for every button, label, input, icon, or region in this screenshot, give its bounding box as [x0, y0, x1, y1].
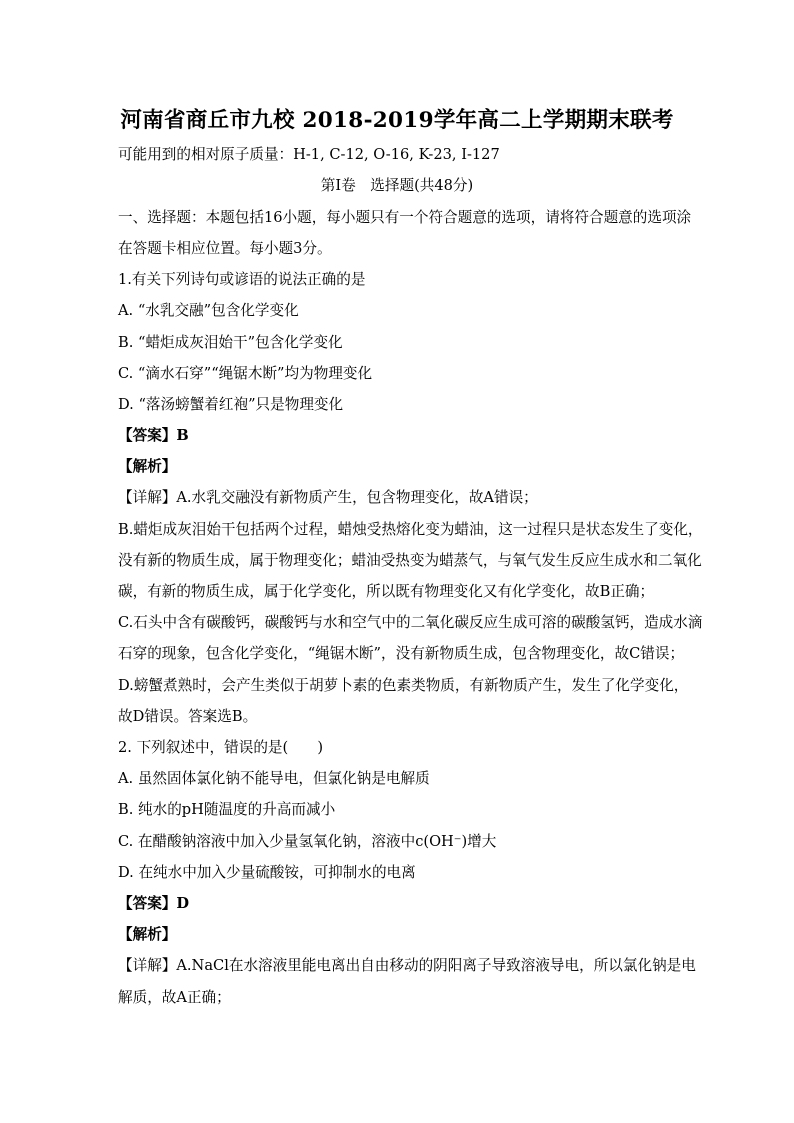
- q2-option-c: C. 在醋酸钠溶液中加入少量氢氧化钠，溶液中c(OH⁻)增大: [118, 833, 497, 850]
- q2-answer: 【答案】D: [118, 895, 190, 912]
- q1-detail-line: B.蜡炬成灰泪始干包括两个过程，蜡烛受热熔化变为蜡油，这一过程只是状态发生了变化，: [118, 521, 703, 538]
- q1-detail-line: C.石头中含有碳酸钙，碳酸钙与水和空气中的二氧化碳反应生成可溶的碳酸氢钙，造成水滴: [118, 614, 703, 631]
- q1-stem: 1.有关下列诗句或谚语的说法正确的是: [118, 271, 366, 288]
- q1-option-b: B. “蜡炬成灰泪始干”包含化学变化: [118, 334, 343, 351]
- q1-detail-line: D.螃蟹煮熟时，会产生类似于胡萝卜素的色素类物质，有新物质产生，发生了化学变化，: [118, 677, 689, 694]
- q1-detail-line: 【详解】A.水乳交融没有新物质产生，包含物理变化，故A错误；: [118, 489, 538, 506]
- q1-detail-line: 石穿的现象，包含化学变化，“绳锯木断”，没有新物质生成，包含物理变化，故C错误；: [118, 645, 685, 662]
- document-title: 河南省商丘市九校 2018-2019学年高二上学期期末联考: [120, 108, 674, 133]
- q1-detail-line: 没有新的物质生成，属于物理变化；蜡油受热变为蜡蒸气，与氧气发生反应生成水和二氧化: [118, 552, 702, 569]
- q2-detail-line: 解质，故A正确；: [118, 989, 231, 1006]
- instructions-line: 在答题卡相应位置。每小题3分。: [118, 240, 332, 257]
- q2-option-d: D. 在纯水中加入少量硫酸铵，可抑制水的电离: [118, 864, 416, 881]
- q1-answer: 【答案】B: [118, 427, 189, 444]
- q1-option-a: A. “水乳交融”包含化学变化: [118, 302, 299, 319]
- q2-option-a: A. 虽然固体氯化钠不能导电，但氯化钠是电解质: [118, 770, 430, 787]
- q1-detail-line: 故D错误。答案选B。: [118, 708, 258, 725]
- q2-stem: 2. 下列叙述中，错误的是( ): [118, 739, 324, 756]
- q2-analysis-label: 【解析】: [118, 926, 177, 943]
- q2-option-b: B. 纯水的pH随温度的升高而减小: [118, 801, 336, 818]
- instructions-line: 一、选择题：本题包括16小题，每小题只有一个符合题意的选项，请将符合题意的选项涂: [118, 209, 692, 226]
- section-header: 第Ⅰ卷 选择题(共48分): [320, 177, 474, 194]
- atomic-masses: 可能用到的相对原子质量：H-1, C-12, O-16, K-23, I-127: [118, 146, 500, 163]
- q1-option-c: C. “滴水石穿”“绳锯木断”均为物理变化: [118, 365, 373, 382]
- q2-detail-line: 【详解】A.NaCl在水溶液里能电离出自由移动的阴阳离子导致溶液导电，所以氯化钠是电: [118, 957, 696, 974]
- q1-option-d: D. “落汤螃蟹着红袍”只是物理变化: [118, 396, 344, 413]
- q1-detail-line: 碳，有新的物质生成，属于化学变化，所以既有物理变化又有化学变化，故B正确；: [118, 583, 655, 600]
- q1-analysis-label: 【解析】: [118, 458, 177, 475]
